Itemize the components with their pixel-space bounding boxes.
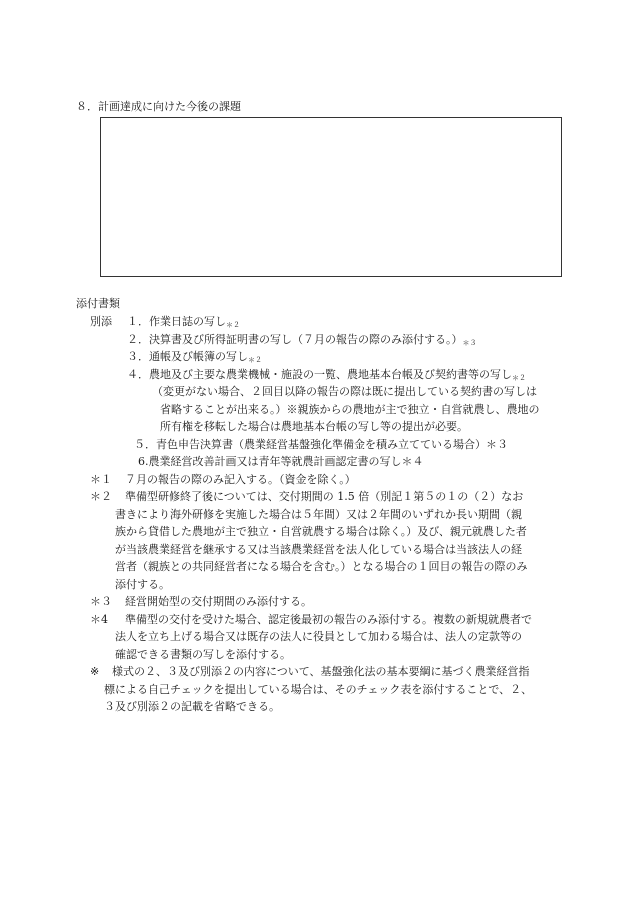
note-mark: ＊３ [90, 595, 112, 608]
attachments-heading: 添付書類 [76, 297, 120, 310]
note-line: 標による自己チェックを提出している場合は、そのチェック表を添付することで、２、 [104, 683, 533, 696]
attachment-item: ４．農地及び主要な農業機械・施設の一覧、農地基本台帳及び契約書等の写し$_{*2}$ [127, 368, 526, 382]
note-line: 書きにより海外研修を実施した場合は５年間）又は２年間のいずれか長い期間（親 [115, 508, 522, 521]
attachment-item: ２．決算書及び所得証明書の写し（７月の報告の際のみ添付する。）$_{*3}$ [127, 333, 477, 347]
attachment-item-continuation: 所有権を移転した場合は農地基本台帳の写し等の提出が必要。 [160, 420, 468, 433]
note-line: 準備型研修終了後については、交付期間の 1.5 倍（別記１第５の１の（２）なお [125, 490, 524, 503]
note-line: 法人を立ち上げる場合又は既存の法人に役員として加わる場合は、法人の定款等の [115, 630, 522, 643]
note-line: 確認できる書類の写しを添付する。 [115, 648, 291, 661]
attachment-item-continuation: （変更がない場合、２回目以降の報告の際は既に提出している契約書の写しは [152, 385, 537, 398]
note-mark: ＊4 [90, 613, 108, 626]
attachment-item-continuation: 省略することが出来る。）※親族からの農地が主で独立・自営就農し、農地の [160, 403, 540, 416]
note-line: ３及び別添２の記載を省略できる。 [104, 700, 280, 713]
section-8-title: ８．計画達成に向けた今後の課題 [76, 100, 241, 113]
note-mark: ＊１ [90, 473, 112, 486]
note-line: 様式の２、３及び別添２の内容について、基盤強化法の基本要綱に基づく農業経営指 [112, 665, 530, 678]
note-mark: ※ [90, 665, 100, 678]
attachment-item: 6.農業経営改善計画又は青年等就農計画認定書の写し＊４ [138, 455, 424, 468]
note-line: ７月の報告の際のみ記入する。（資金を除く。） [125, 473, 356, 486]
attachment-item: ５．青色申告決算書（農業経営基盤強化準備金を積み立てている場合）＊３ [134, 438, 508, 451]
note-line: 営者（親族との共同経営者になる場合を含む。）となる場合の１回目の報告の際のみ [115, 560, 528, 573]
note-mark: ＊２ [90, 490, 112, 503]
note-line: 族から貸借した農地が主で独立・自営就農する場合は除く。）及び、親元就農した者 [115, 525, 527, 538]
attachment-item: １．作業日誌の写し$_{*2}$ [127, 315, 240, 329]
note-line: 経営開始型の交付期間のみ添付する。 [125, 595, 312, 608]
attachment-item: ３．通帳及び帳簿の写し$_{*2}$ [127, 350, 262, 364]
issues-text-area[interactable] [100, 117, 562, 277]
note-line: 添付する。 [115, 578, 170, 591]
note-line: 準備型の交付を受けた場合、認定後最初の報告のみ添付する。複数の新規就農者で [125, 613, 532, 626]
bessou-label: 別添 [90, 315, 112, 328]
note-line: が当該農業経営を継承する又は当該農業経営を法人化している場合は当該法人の経 [115, 543, 522, 556]
